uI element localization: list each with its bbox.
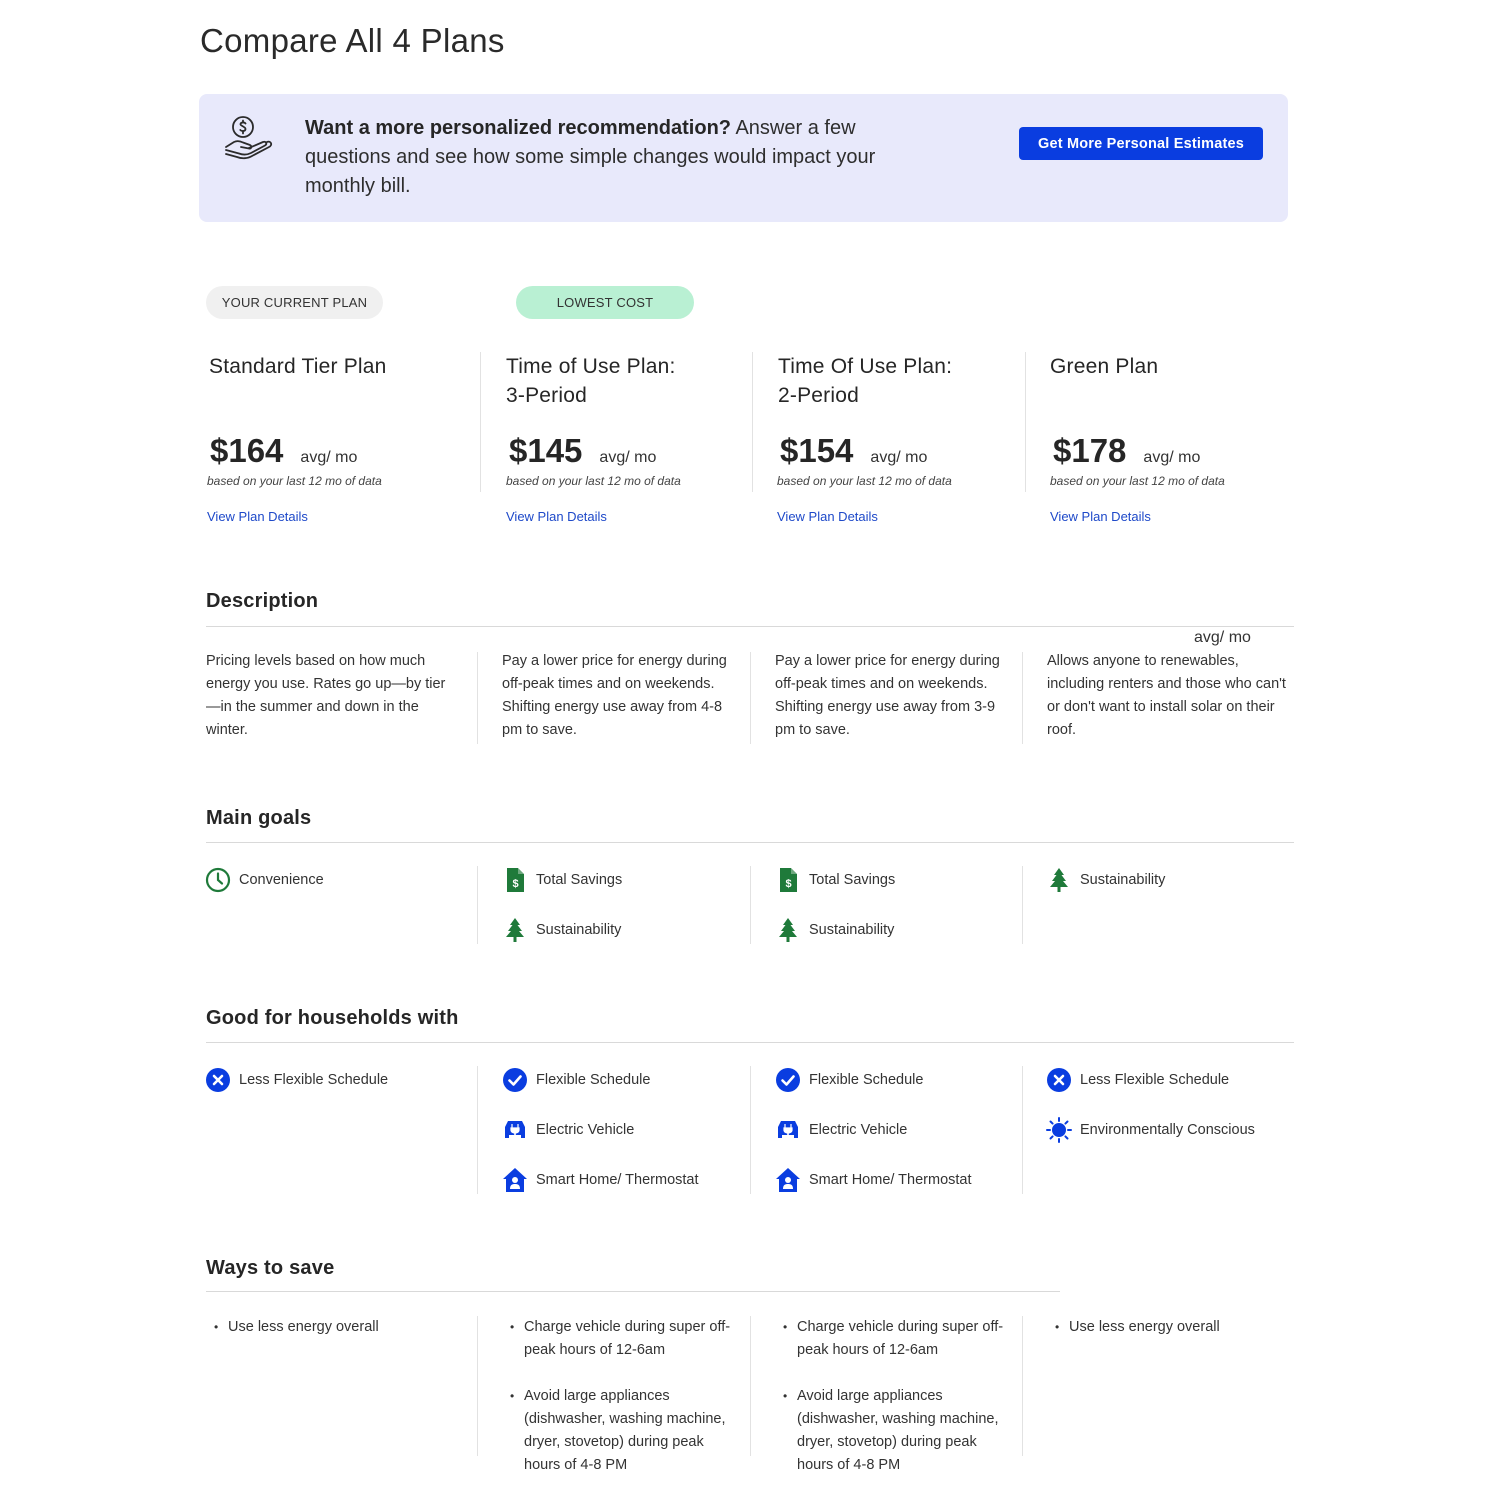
price-basis-note: based on your last 12 mo of data bbox=[1050, 474, 1225, 488]
page-title: Compare All 4 Plans bbox=[200, 22, 505, 59]
column-divider bbox=[752, 352, 753, 492]
price-row bbox=[210, 432, 357, 470]
goal-label: Total Savings bbox=[809, 872, 896, 888]
price-row bbox=[1053, 432, 1200, 470]
household-label: Electric Vehicle bbox=[809, 1122, 908, 1138]
household-item bbox=[502, 1117, 634, 1143]
plan-name-line: Time of Use Plan: bbox=[506, 355, 676, 378]
check-circle-icon bbox=[775, 1067, 801, 1093]
electric-vehicle-icon bbox=[502, 1117, 528, 1143]
column-divider bbox=[477, 866, 478, 944]
smart-home-icon bbox=[502, 1167, 528, 1193]
plan-name-line: Time Of Use Plan: bbox=[778, 355, 953, 378]
price-basis-note: based on your last 12 mo of data bbox=[777, 474, 952, 488]
plan-description: Pay a lower price for energy during off-peak times and on weekends. Shifting energy use away from 4-8 pm to save. bbox=[502, 653, 727, 738]
goal-label: Sustainability bbox=[536, 922, 622, 938]
price-period: avg/ mo bbox=[1143, 449, 1201, 466]
tree-icon bbox=[775, 917, 801, 943]
section-title-description: Description bbox=[206, 590, 319, 612]
hand-holding-dollar-icon bbox=[223, 114, 277, 168]
goal-item bbox=[775, 867, 895, 893]
dollar-document-icon bbox=[502, 867, 528, 893]
sun-icon bbox=[1046, 1117, 1072, 1143]
price-period: avg/ mo bbox=[870, 449, 928, 466]
household-item bbox=[775, 1167, 972, 1193]
plan-description: Pricing levels based on how much energy you use. Rates go up—by tier—in the summer and down in the winter. bbox=[206, 653, 446, 738]
dollar-document-icon bbox=[775, 867, 801, 893]
section-divider bbox=[206, 1042, 1294, 1043]
ways-list-item: • Charge vehicle during super off-peak hours of 12-6am bbox=[775, 1316, 1015, 1362]
plan-price: $178 bbox=[1053, 432, 1127, 469]
plan-name bbox=[778, 352, 952, 410]
price-row bbox=[509, 432, 656, 470]
ways-list-item: • Charge vehicle during super off-peak hours of 12-6am bbox=[502, 1316, 742, 1362]
column-divider bbox=[750, 1066, 751, 1194]
household-item bbox=[1046, 1067, 1229, 1093]
goal-item bbox=[205, 867, 324, 893]
plan-price: $145 bbox=[509, 432, 583, 469]
household-label: Smart Home/ Thermostat bbox=[809, 1172, 972, 1188]
tree-icon bbox=[502, 917, 528, 943]
ways-list-item: • Avoid large appliances (dishwasher, washing machine, dryer, stovetop) during peak hours of 4-8 PM bbox=[775, 1385, 1015, 1477]
section-title-ways-to-save: Ways to save bbox=[206, 1257, 335, 1279]
goal-item bbox=[502, 867, 622, 893]
household-label: Less Flexible Schedule bbox=[1080, 1072, 1230, 1088]
goal-label: Total Savings bbox=[536, 872, 623, 888]
electric-vehicle-icon bbox=[775, 1117, 801, 1143]
household-label: Smart Home/ Thermostat bbox=[536, 1172, 699, 1188]
price-row bbox=[780, 432, 927, 470]
household-item bbox=[205, 1067, 388, 1093]
column-divider bbox=[477, 1066, 478, 1194]
column-divider bbox=[1025, 352, 1026, 492]
column-divider bbox=[477, 1316, 478, 1456]
plan-price: $164 bbox=[210, 432, 284, 469]
plan-name bbox=[506, 352, 676, 410]
clock-icon bbox=[205, 867, 231, 893]
household-item bbox=[502, 1167, 699, 1193]
x-circle-icon bbox=[205, 1067, 231, 1093]
household-item bbox=[775, 1067, 923, 1093]
price-basis-note: based on your last 12 mo of data bbox=[506, 474, 681, 488]
get-personal-estimates-button[interactable]: Get More Personal Estimates bbox=[1019, 127, 1263, 160]
ways-list-item: • Use less energy overall bbox=[1047, 1316, 1277, 1339]
view-plan-details-link[interactable]: View Plan Details bbox=[777, 509, 878, 524]
plan-name bbox=[209, 352, 387, 381]
household-label: Less Flexible Schedule bbox=[239, 1072, 389, 1088]
plan-description: Pay a lower price for energy during off-peak times and on weekends. Shifting energy use away from 3-9 pm to save. bbox=[775, 653, 1000, 738]
column-divider bbox=[750, 1316, 751, 1456]
section-title-households: Good for households with bbox=[206, 1007, 459, 1029]
household-item bbox=[502, 1067, 650, 1093]
section-divider bbox=[206, 1291, 1060, 1292]
section-divider bbox=[206, 626, 1294, 627]
ways-list-item: • Avoid large appliances (dishwasher, washing machine, dryer, stovetop) during peak hours of 4-8 PM bbox=[502, 1385, 742, 1477]
price-period: avg/ mo bbox=[599, 449, 657, 466]
column-divider bbox=[1022, 866, 1023, 944]
plan-price: $154 bbox=[780, 432, 854, 469]
svg-text:$: $ bbox=[785, 878, 792, 890]
household-label: Flexible Schedule bbox=[536, 1072, 651, 1088]
stray-price-period: avg/ mo bbox=[1194, 629, 1251, 646]
promo-body-text: Answer a few questions and see how some simple changes would impact your monthly bill. bbox=[305, 117, 876, 197]
section-title-main-goals: Main goals bbox=[206, 807, 312, 829]
lowest-cost-badge: LOWEST COST bbox=[516, 286, 694, 319]
goal-item bbox=[775, 917, 894, 943]
household-label: Environmentally Conscious bbox=[1080, 1122, 1255, 1138]
goal-label: Sustainability bbox=[809, 922, 895, 938]
promo-bold-text: Want a more personalized recommendation? bbox=[305, 117, 732, 139]
household-label: Electric Vehicle bbox=[536, 1122, 635, 1138]
view-plan-details-link[interactable]: View Plan Details bbox=[207, 509, 308, 524]
promo-text bbox=[305, 114, 885, 201]
column-divider bbox=[1022, 652, 1023, 744]
column-divider bbox=[477, 652, 478, 744]
section-divider bbox=[206, 842, 1294, 843]
goal-item bbox=[1046, 867, 1165, 893]
column-divider bbox=[480, 352, 481, 492]
goal-label: Convenience bbox=[239, 872, 324, 888]
tree-icon bbox=[1046, 867, 1072, 893]
household-item bbox=[775, 1117, 907, 1143]
plan-description: Allows anyone to renewables, including renters and those who can't or don't want to install solar on their roof. bbox=[1047, 653, 1286, 738]
household-item bbox=[1046, 1117, 1255, 1143]
plan-name-line: Green Plan bbox=[1050, 355, 1159, 378]
goal-label: Sustainability bbox=[1080, 872, 1166, 888]
column-divider bbox=[1022, 1316, 1023, 1456]
smart-home-icon bbox=[775, 1167, 801, 1193]
view-plan-details-link[interactable]: View Plan Details bbox=[506, 509, 607, 524]
view-plan-details-link[interactable]: View Plan Details bbox=[1050, 509, 1151, 524]
column-divider bbox=[750, 866, 751, 944]
plan-name bbox=[1050, 352, 1158, 381]
check-circle-icon bbox=[502, 1067, 528, 1093]
column-divider bbox=[750, 652, 751, 744]
price-period: avg/ mo bbox=[300, 449, 358, 466]
current-plan-badge: YOUR CURRENT PLAN bbox=[206, 286, 383, 319]
recommendation-banner bbox=[199, 94, 1288, 222]
x-circle-icon bbox=[1046, 1067, 1072, 1093]
plan-name-line: 3-Period bbox=[506, 384, 587, 407]
price-basis-note: based on your last 12 mo of data bbox=[207, 474, 382, 488]
column-divider bbox=[1022, 1066, 1023, 1194]
household-label: Flexible Schedule bbox=[809, 1072, 924, 1088]
goal-item bbox=[502, 917, 621, 943]
plan-name-line: Standard Tier Plan bbox=[209, 355, 387, 378]
svg-text:$: $ bbox=[512, 878, 519, 890]
ways-list-item: • Use less energy overall bbox=[206, 1316, 436, 1339]
plan-name-line: 2-Period bbox=[778, 384, 859, 407]
